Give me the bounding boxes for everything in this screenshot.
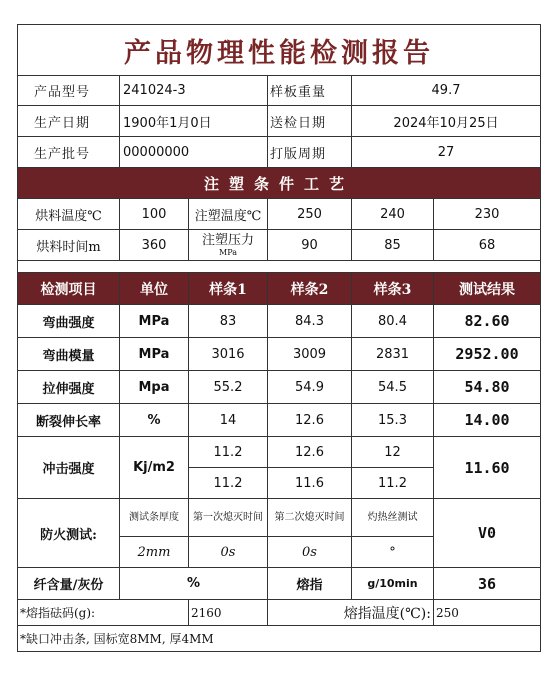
row-sample-2: 3009 <box>268 338 352 371</box>
fiber-unit: % <box>120 568 268 600</box>
row-sample-2: 12.6 <box>268 404 352 437</box>
dry-time-value: 360 <box>120 230 189 261</box>
row-item: 弯曲强度 <box>18 305 120 338</box>
row-result: 14.00 <box>434 404 541 437</box>
table-row <box>18 338 541 371</box>
process-band-title: 注塑条件工艺 <box>18 168 541 199</box>
dry-time-label: 烘料时间m <box>18 230 120 261</box>
pressure-unit: MPa <box>219 247 237 257</box>
row-sample-2: 54.9 <box>268 371 352 404</box>
impact-row-1 <box>18 437 541 468</box>
header-sample-1: 样条1 <box>189 273 268 305</box>
fire-thickness-label: 测试条厚度 <box>120 499 189 537</box>
row-item: 弯曲模量 <box>18 338 120 371</box>
impact-r2-sample-3: 11.2 <box>352 468 434 499</box>
footer-note-row <box>18 626 541 652</box>
inspect-date-value: 2024年10月25日 <box>352 106 541 137</box>
prod-date-value: 1900年1月0日 <box>120 106 268 137</box>
fire-first-label: 第一次熄灭时间 <box>189 499 268 537</box>
impact-item: 冲击强度 <box>18 437 120 499</box>
row-unit: Mpa <box>120 371 189 404</box>
row-item: 断裂伸长率 <box>18 404 120 437</box>
header-unit: 单位 <box>120 273 189 305</box>
impact-r1-sample-1: 11.2 <box>189 437 268 468</box>
prod-date-label: 生产日期 <box>18 106 120 137</box>
inspect-date-label: 送检日期 <box>268 106 352 137</box>
header-sample-3: 样条3 <box>352 273 434 305</box>
row-result: 2952.00 <box>434 338 541 371</box>
pressure-cell <box>189 230 268 261</box>
batch-label: 生产批号 <box>18 137 120 168</box>
impact-unit: Kj/m2 <box>120 437 189 499</box>
row-sample-2: 84.3 <box>268 305 352 338</box>
table-row <box>18 371 541 404</box>
table-row <box>18 404 541 437</box>
row-sample-3: 2831 <box>352 338 434 371</box>
report-sheet <box>17 24 540 652</box>
fiber-row <box>18 568 541 600</box>
row-sample-1: 55.2 <box>189 371 268 404</box>
row-result: 82.60 <box>434 305 541 338</box>
header-sample-2: 样条2 <box>268 273 352 305</box>
row-result: 54.80 <box>434 371 541 404</box>
fire-item: 防火测试: <box>18 499 120 568</box>
mold-temp-2: 240 <box>352 199 434 230</box>
impact-r2-sample-1: 11.2 <box>189 468 268 499</box>
cycle-label: 打版周期 <box>268 137 352 168</box>
model-value: 241024-3 <box>120 76 268 106</box>
footer-melt-temp-label: 熔指温度(℃): <box>268 600 434 626</box>
fire-first-value: 0s <box>189 537 268 568</box>
fire-thickness-value: 2mm <box>120 537 189 568</box>
row-sample-1: 83 <box>189 305 268 338</box>
fire-second-value: 0s <box>268 537 352 568</box>
pressure-2: 85 <box>352 230 434 261</box>
spacer-row <box>18 261 541 273</box>
header-item: 检测项目 <box>18 273 120 305</box>
impact-r1-sample-3: 12 <box>352 437 434 468</box>
footer-weight-value: 2160 <box>189 600 268 626</box>
footer-weight-row <box>18 600 541 626</box>
pressure-3: 68 <box>434 230 541 261</box>
fire-second-label: 第二次熄灭时间 <box>268 499 352 537</box>
row-unit: MPa <box>120 338 189 371</box>
dry-temp-value: 100 <box>120 199 189 230</box>
impact-r1-sample-2: 12.6 <box>268 437 352 468</box>
row-item: 拉伸强度 <box>18 371 120 404</box>
melt-result: 36 <box>434 568 541 600</box>
footer-note: *缺口冲击条, 国标宽8MM, 厚4MM <box>18 626 541 652</box>
pressure-1: 90 <box>268 230 352 261</box>
pressure-label: 注塑压力 <box>201 232 254 248</box>
table-row <box>18 305 541 338</box>
row-unit: % <box>120 404 189 437</box>
fire-result: V0 <box>434 499 541 568</box>
header-result: 测试结果 <box>434 273 541 305</box>
cycle-value: 27 <box>352 137 541 168</box>
model-label: 产品型号 <box>18 76 120 106</box>
melt-label: 熔指 <box>268 568 352 600</box>
row-sample-3: 54.5 <box>352 371 434 404</box>
impact-r2-sample-2: 11.6 <box>268 468 352 499</box>
row-sample-3: 15.3 <box>352 404 434 437</box>
report-title: 产品物理性能检测报告 <box>18 25 541 76</box>
fire-hotwire-value: ° <box>352 537 434 568</box>
fiber-item: 纤含量/灰份 <box>18 568 120 600</box>
melt-unit: g/10min <box>352 568 434 600</box>
fire-row-1 <box>18 499 541 537</box>
footer-weight-label: *熔指砝码(g): <box>18 600 189 626</box>
mold-temp-label: 注塑温度℃ <box>189 199 268 230</box>
row-sample-1: 3016 <box>189 338 268 371</box>
row-unit: MPa <box>120 305 189 338</box>
report-table <box>17 24 541 652</box>
batch-value: 00000000 <box>120 137 268 168</box>
row-sample-3: 80.4 <box>352 305 434 338</box>
weight-value: 49.7 <box>352 76 541 106</box>
footer-melt-temp-value: 250 <box>434 600 541 626</box>
weight-label: 样板重量 <box>268 76 352 106</box>
dry-temp-label: 烘料温度℃ <box>18 199 120 230</box>
row-sample-1: 14 <box>189 404 268 437</box>
fire-hotwire-label: 灼热丝测试 <box>352 499 434 537</box>
mold-temp-3: 230 <box>434 199 541 230</box>
mold-temp-1: 250 <box>268 199 352 230</box>
impact-result: 11.60 <box>434 437 541 499</box>
